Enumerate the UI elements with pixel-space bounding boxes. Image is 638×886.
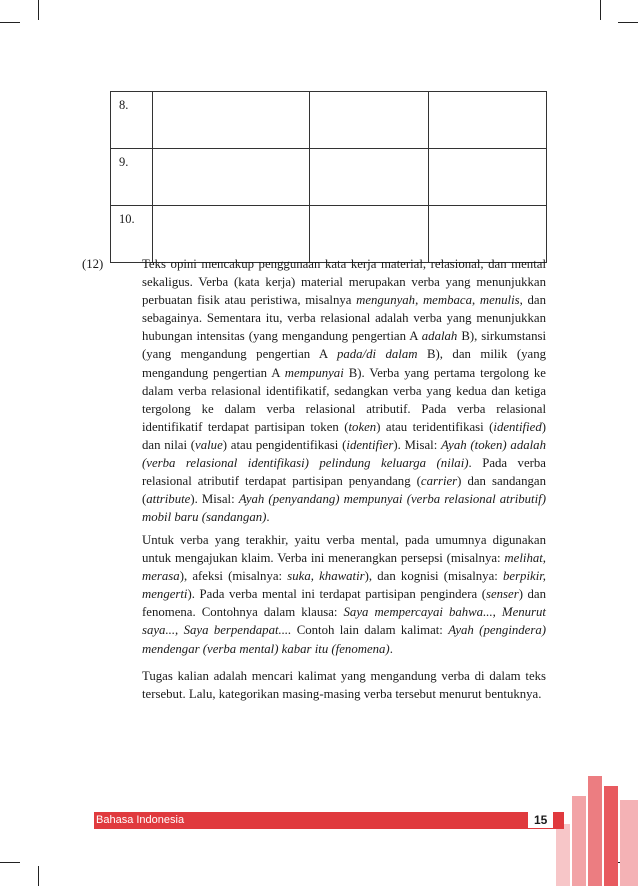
row-number: 9. bbox=[111, 149, 153, 206]
crop-mark bbox=[600, 0, 601, 20]
italic-text: Ayah (token) adalah (verba relasional identifikasi) pelindung keluarga (nilai) bbox=[142, 437, 546, 471]
text-run: ). Misal: bbox=[190, 492, 239, 507]
italic-text: identified bbox=[493, 419, 542, 434]
text-run: ), afeksi (misalnya: bbox=[179, 569, 288, 584]
text-run: ), dan kognisi (misalnya: bbox=[364, 569, 503, 584]
row-number: 8. bbox=[111, 92, 153, 149]
table-row bbox=[111, 92, 547, 149]
text-run: Tugas kalian adalah mencari kalimat yang mengandung verba di dalam teks tersebut. Lalu, kategorikan masing-masing verba tersebut menurut bentuknya. bbox=[142, 669, 546, 702]
decorative-stripe bbox=[572, 796, 586, 886]
paragraph-verba-mental bbox=[142, 531, 546, 658]
footer-line bbox=[94, 828, 564, 829]
crop-mark bbox=[38, 0, 39, 20]
crop-mark bbox=[0, 862, 20, 863]
italic-text: suka, khawatir bbox=[287, 569, 365, 584]
text-run: ) dan nilai ( bbox=[142, 419, 546, 452]
text-run: , dan sebagainya. Sementara itu, verba relasional adalah verba yang menunjukkan hubungan intensitas (yang mengandung pengertian A bbox=[142, 293, 546, 344]
italic-text: token bbox=[348, 419, 377, 434]
table-cell bbox=[310, 92, 428, 149]
text-run: Contoh lain dalam kalimat: bbox=[291, 623, 449, 638]
text-run: B), dan milik (yang mengandung pengertian A bbox=[142, 347, 546, 380]
text-run: ) dan fenomena. Contohnya dalam klausa: bbox=[142, 587, 547, 620]
text-run: , bbox=[415, 293, 423, 308]
text-run: . bbox=[389, 641, 393, 656]
italic-text: identifier bbox=[346, 437, 394, 452]
table-row bbox=[111, 206, 547, 263]
italic-text: membaca bbox=[422, 293, 472, 308]
paragraph-verba-material-relasional bbox=[142, 255, 546, 526]
italic-text: Ayah (penyandang) mempunyai (verba relasional atributif) mobil baru (sandangan) bbox=[142, 492, 546, 525]
text-run: ) atau pengidentifikasi ( bbox=[222, 437, 347, 452]
paragraph-marker: (12) bbox=[82, 257, 104, 271]
italic-text: berpikir, mengerti bbox=[142, 569, 547, 602]
table-cell bbox=[310, 206, 428, 263]
italic-text: value bbox=[195, 437, 223, 452]
page-number: 15 bbox=[528, 812, 553, 828]
decorative-stripe bbox=[620, 800, 638, 886]
table-cell bbox=[152, 206, 310, 263]
footer-book-title: Bahasa Indonesia bbox=[96, 814, 185, 826]
row-number: 10. bbox=[111, 206, 153, 263]
italic-text: attribute bbox=[146, 492, 191, 507]
verb-table bbox=[110, 91, 547, 263]
italic-text: mempunyai bbox=[284, 365, 344, 380]
text-run: , bbox=[471, 293, 480, 308]
italic-text: melihat, merasa bbox=[142, 551, 546, 584]
italic-text: Ayah (pengindera) mendengar (verba mental) kabar itu (fenomena) bbox=[142, 623, 546, 656]
crop-mark bbox=[38, 866, 39, 886]
table-row bbox=[111, 149, 547, 206]
table-cell bbox=[428, 206, 546, 263]
decorative-stripe bbox=[588, 776, 602, 886]
table-cell bbox=[152, 92, 310, 149]
text-run: B), sirkumstansi (yang mengandung pengertian A bbox=[142, 329, 547, 362]
italic-text: senser bbox=[485, 587, 519, 602]
decorative-stripe bbox=[604, 786, 618, 886]
italic-text: adalah bbox=[421, 329, 458, 344]
text-run: . Pada verba relasional atributif terdapat partisipan penyandang ( bbox=[142, 456, 546, 489]
text-run: ) dan sandangan ( bbox=[142, 474, 546, 507]
italic-text: mengunyah bbox=[356, 293, 416, 308]
crop-mark bbox=[0, 22, 20, 23]
text-run: Untuk verba yang terakhir, yaitu verba mental, pada umumnya digunakan untuk mengajukan klaim. Verba ini menerangkan persepsi (misalnya: bbox=[142, 533, 546, 566]
text-run: B). Verba yang pertama tergolong ke dalam verba relasional identifikatif, sedangkan verba yang kedua dan ketiga tergolong ke dalam verba relasional atributif. Pada verba relasional identifikatif terdapat partisipan token ( bbox=[142, 365, 546, 434]
text-run: ). Pada verba mental ini terdapat partisipan pengindera ( bbox=[187, 587, 486, 602]
table-cell bbox=[428, 149, 546, 206]
crop-mark bbox=[618, 22, 638, 23]
text-run: ). Misal: bbox=[393, 437, 442, 452]
decorative-stripe bbox=[556, 824, 570, 886]
text-run: Teks opini mencakup penggunaan kata kerja material, relasional, dan mental sekaligus. Verba (kata kerja) material merupakan verba yang menunjukkan perbuatan fisik atau peristiwa, misalnya bbox=[142, 257, 546, 308]
italic-text: menulis bbox=[479, 293, 520, 308]
italic-text: carrier bbox=[420, 474, 458, 489]
table-cell bbox=[428, 92, 546, 149]
table-cell bbox=[310, 149, 428, 206]
paragraph-tugas bbox=[142, 667, 546, 703]
text-run: ) atau teridentifikasi ( bbox=[376, 419, 494, 434]
italic-text: pada/di dalam bbox=[336, 347, 418, 362]
italic-text: Saya mempercayai bahwa..., Menurut saya..., Saya berpendapat.... bbox=[142, 605, 546, 638]
table-cell bbox=[152, 149, 310, 206]
text-run: . bbox=[266, 510, 270, 525]
